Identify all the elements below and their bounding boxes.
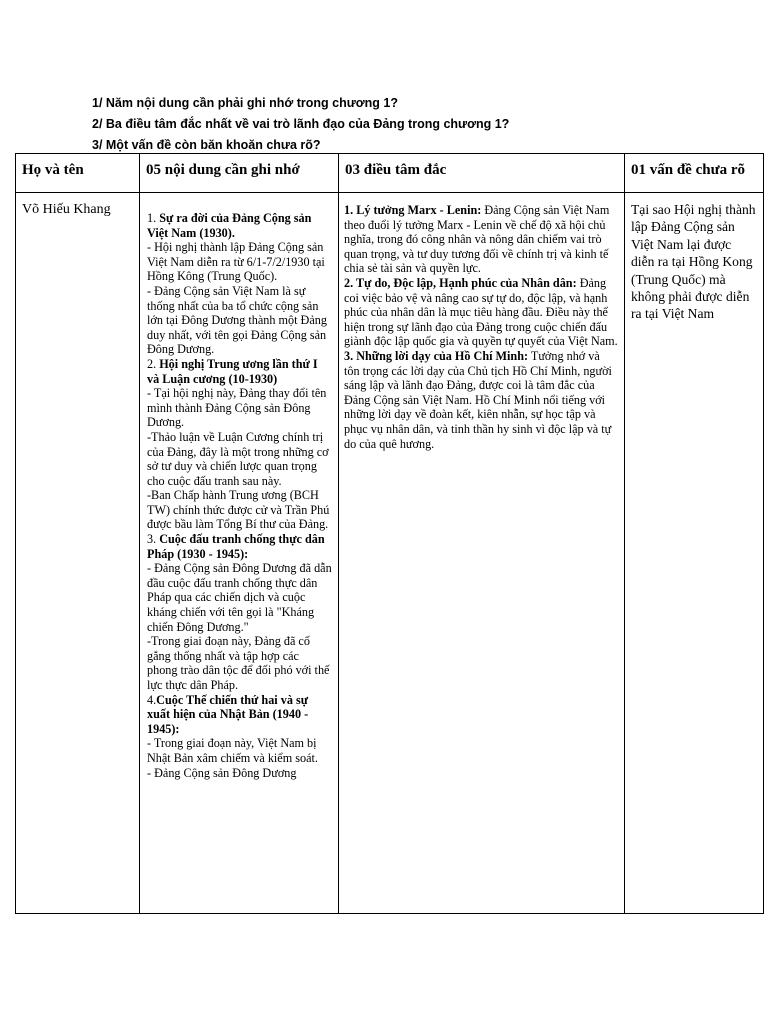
remember-paragraph: 2. Hội nghị Trung ương lần thứ I và Luận cương (10-1930) — [147, 356, 318, 386]
insights-content — [339, 193, 625, 914]
remember-heading: Sự ra đời của Đảng Cộng sản Việt Nam (1930). — [147, 211, 312, 240]
remember-paragraph — [147, 430, 332, 488]
remember-content — [140, 193, 339, 914]
unclear-question: Tại sao Hội nghị thành lập Đảng Cộng sản Việt Nam lại được diễn ra tại Hồng Kong (Trung Quốc) mà không phải được diễn ra tại Việt Nam — [625, 193, 764, 914]
remember-text: - Đảng Cộng sản Đông Dương đã dẫn đầu cuộc đấu tranh chống thực dân Pháp qua các chiến dịch và cuộc kháng chiến với tên gọi là "Kháng chiến Đông Dương." — [147, 561, 332, 634]
insight-heading: 1. Lý tưởng Marx - Lenin: — [344, 203, 482, 217]
question-1: 1/ Năm nội dung cần phải ghi nhớ trong chương 1? — [92, 96, 398, 110]
insight-heading: 3. Những lời dạy của Hồ Chí Minh: — [344, 348, 529, 363]
remember-paragraph — [147, 736, 332, 765]
remember-paragraph: 3. Cuộc đấu tranh chống thực dân Pháp (1930 - 1945): — [147, 532, 325, 561]
table-row — [16, 193, 764, 914]
header-name: Họ và tên — [16, 154, 140, 193]
remember-heading: Cuộc Thế chiến thứ hai và sự xuất hiện của Nhật Bản (1940 - 1945): — [147, 692, 309, 736]
remember-paragraph — [147, 284, 332, 357]
remember-text: - Trong giai đoạn này, Việt Nam bị Nhật Bản xâm chiếm và kiểm soát. — [147, 736, 318, 765]
insight-heading: 2. Tự do, Độc lập, Hạnh phúc của Nhân dân: — [344, 275, 577, 290]
header-unclear: 01 vấn đề chưa rõ — [625, 154, 764, 193]
remember-text: - Đảng Cộng sản Việt Nam là sự thống nhất của ba tổ chức cộng sản lớn tại Đông Dương thành một Đảng duy nhất, với tên gọi Đảng Cộng sản Đông Dương. — [147, 283, 327, 357]
insight-paragraph — [344, 349, 618, 451]
remember-paragraph — [147, 488, 332, 532]
header-insights: 03 điều tâm đắc — [339, 154, 625, 193]
answer-table — [15, 153, 764, 914]
remember-paragraph — [147, 766, 332, 781]
remember-paragraph: 4.Cuộc Thế chiến thứ hai và sự xuất hiện của Nhật Bản (1940 - 1945): — [147, 692, 309, 736]
remember-text: - Tại hội nghị này, Đảng thay đổi tên mình thành Đảng Cộng sản Đông Dương. — [147, 386, 327, 430]
remember-paragraph — [147, 386, 332, 430]
remember-paragraph — [147, 561, 332, 634]
remember-text: - Hội nghị thành lập Đảng Cộng sản Việt Nam diễn ra từ 6/1-7/2/1930 tại Hồng Kông (Trung Quốc). — [147, 240, 325, 284]
insight-text: Tưởng nhớ và tôn trọng các lời dạy của Chủ tịch Hồ Chí Minh, người sáng lập và lãnh đạo Đảng, được coi là tâm đắc của Đảng Cộng sản Việt Nam. Hồ Chí Minh nổi tiếng với những lời dạy về đoàn kết, kiên nhẫn, sự học tập và phục vụ nhân dân, và tinh thần hy sinh vì độc lập và tự do của quê hương. — [344, 348, 612, 451]
insight-paragraph — [344, 276, 618, 349]
remember-text: -Ban Chấp hành Trung ương (BCH TW) chính thức được cử và Trần Phú được bầu làm Tổng Bí thư của Đảng. — [147, 488, 330, 532]
student-name: Võ Hiếu Khang — [16, 193, 140, 914]
remember-text: - Đảng Cộng sản Đông Dương — [147, 765, 297, 780]
remember-text: -Thảo luận về Luận Cương chính trị của Đảng, đây là một trong những cơ sở tư duy và chiến lược quan trọng cho cuộc đấu tranh sau này. — [147, 429, 329, 488]
insight-text: Đảng coi việc bảo vệ và nâng cao sự tự do, độc lập, và hạnh phúc của nhân dân là mục tiêu hàng đầu. Điều này thể hiện trong sự lãnh đạo của Đảng trong cuộc chiến đấu giành độc lập quốc gia và quyền tự quyết của Việt Nam. — [344, 275, 618, 349]
remember-paragraph: 1. Sự ra đời của Đảng Cộng sản Việt Nam (1930). — [147, 211, 312, 240]
question-3: 3/ Một vấn đề còn băn khoăn chưa rõ? — [92, 138, 321, 152]
remember-heading: Cuộc đấu tranh chống thực dân Pháp (1930 - 1945): — [147, 532, 325, 561]
header-remember: 05 nội dung cần ghi nhớ — [140, 154, 339, 193]
table-header-row — [16, 154, 764, 193]
question-2: 2/ Ba điều tâm đắc nhất về vai trò lãnh đạo của Đảng trong chương 1? — [92, 117, 510, 131]
remember-paragraph — [147, 634, 332, 692]
questions-block — [92, 93, 509, 156]
insight-paragraph — [344, 203, 618, 276]
remember-heading: Hội nghị Trung ương lần thứ I và Luận cương (10-1930) — [147, 356, 318, 386]
remember-paragraph — [147, 240, 332, 284]
remember-text: -Trong giai đoạn này, Đảng đã cố gắng thống nhất và tập hợp các phong trào dân tộc để đối phó với thế lực thực dân Pháp. — [147, 634, 330, 692]
insight-text: Đảng Cộng sản Việt Nam theo đuổi lý tưởng Marx - Lenin về chế độ xã hội chủ nghĩa, trong đó công nhân và nông dân chiếm vai trò quan trọng, và tư duy tương đối về chính trị và kinh tế chia sẻ tài sản và quyền lực. — [344, 203, 610, 276]
